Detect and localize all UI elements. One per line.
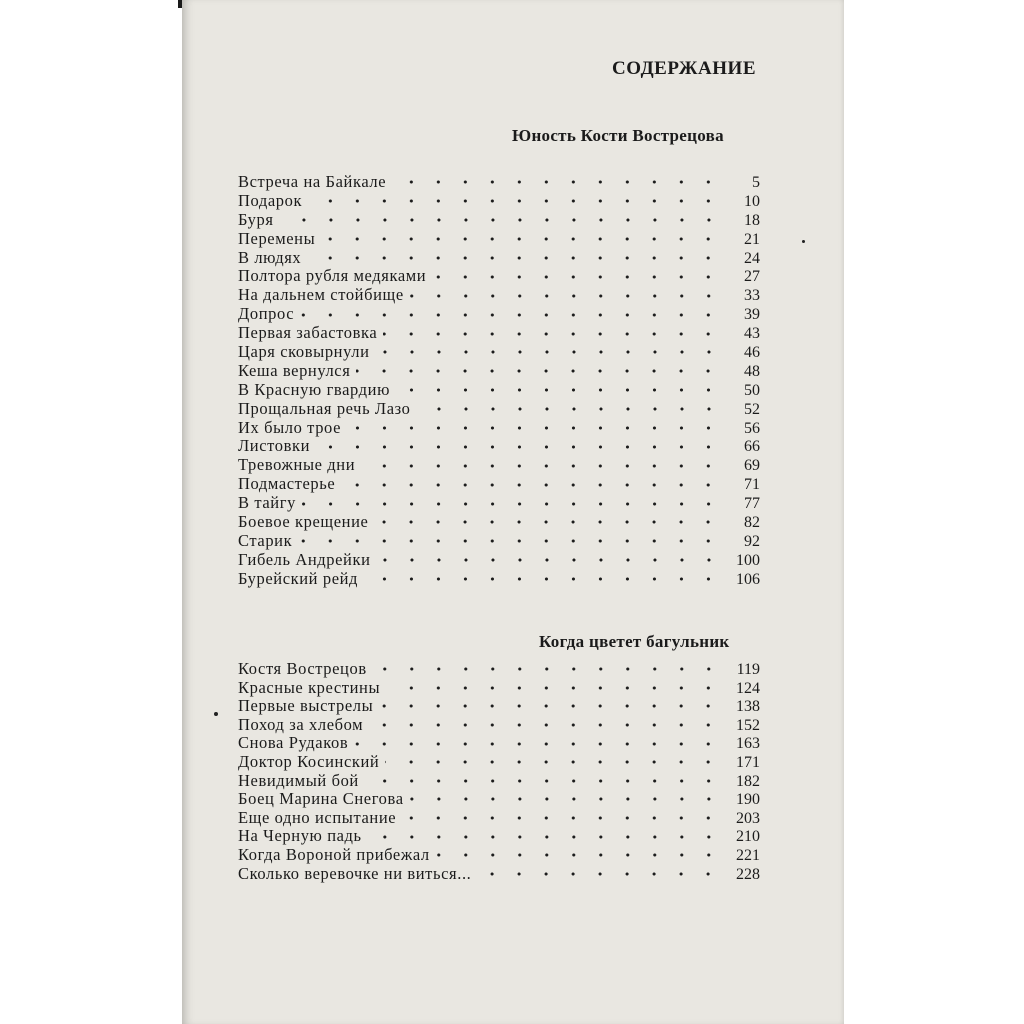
toc-entry-title: Первая забастовка: [238, 323, 378, 343]
toc-entry: [238, 753, 760, 772]
toc-entry-title: Боевое крещение: [238, 512, 369, 532]
dot-leader: [402, 814, 722, 822]
page-title: СОДЕРЖАНИЕ: [612, 58, 756, 79]
toc-entry: [238, 734, 760, 753]
toc-entry-page-number: 82: [744, 514, 760, 532]
toc-entry-page-number: 119: [736, 661, 760, 678]
toc-entry-title: Их было трое: [238, 417, 342, 437]
dot-leader: [361, 462, 722, 470]
toc-entry-page-number: 46: [744, 344, 760, 362]
toc-entry: [238, 570, 760, 589]
toc-entry: [238, 809, 760, 828]
toc-entry: [238, 772, 760, 791]
toc-entry-page-number: 163: [736, 735, 760, 753]
toc-entry-page-number: 210: [736, 828, 760, 846]
dot-leader: [396, 386, 722, 394]
toc-entry-page-number: 33: [744, 287, 760, 305]
section-heading: Когда цветет багульник: [539, 632, 730, 651]
toc-entry-page-number: 100: [736, 551, 760, 569]
toc-entry: [238, 846, 760, 865]
toc-entry-page-number: 56: [744, 419, 760, 437]
toc-entry: [238, 827, 760, 846]
toc-entry-title: Подмастерье: [238, 474, 336, 494]
toc-entry-page-number: 228: [736, 865, 760, 883]
toc-entry-title: Старик: [238, 530, 293, 550]
toc-entry-page-number: 24: [744, 249, 760, 267]
toc-entry-page-number: 21: [744, 230, 760, 248]
dot-leader: [308, 197, 722, 205]
dot-leader: [410, 795, 722, 803]
toc-entry: [238, 381, 760, 400]
toc-entry: [238, 192, 760, 211]
dot-leader: [373, 665, 722, 673]
dot-leader: [356, 367, 722, 375]
toc-entry-page-number: 77: [744, 495, 760, 513]
toc-entry-page-number: 92: [744, 532, 760, 550]
toc-entry: [238, 419, 760, 438]
toc-entry-page-number: 39: [744, 306, 760, 324]
toc-entry-title: Боец Марина Снегова: [238, 789, 404, 809]
toc-entry-title: Перемены: [238, 228, 316, 248]
toc-entry: [238, 456, 760, 475]
toc-entry-page-number: 182: [736, 772, 760, 790]
dot-leader: [369, 721, 722, 729]
toc-entry: [238, 343, 760, 362]
book-page: [182, 0, 844, 1024]
toc-entry: [238, 267, 760, 286]
toc-entry-page-number: 138: [736, 698, 760, 716]
toc-entry: [238, 437, 760, 456]
dot-leader: [280, 216, 722, 224]
dot-leader: [298, 537, 722, 545]
toc-entry-page-number: 10: [744, 192, 760, 210]
toc-entry-title: На дальнем стойбище: [238, 285, 404, 305]
toc-entry-page-number: 124: [736, 679, 760, 697]
toc-entry-page-number: 66: [744, 438, 760, 456]
dot-leader: [368, 833, 722, 841]
toc-entry: [238, 513, 760, 532]
toc-entry-page-number: 18: [744, 211, 760, 229]
toc-entry: [238, 249, 760, 268]
toc-entry-title: Встреча на Байкале: [238, 172, 387, 191]
toc-entry: [238, 865, 760, 884]
toc-entry: [238, 551, 760, 570]
toc-entry: [238, 790, 760, 809]
toc-entry: [238, 494, 760, 513]
toc-entry-page-number: 43: [744, 325, 760, 343]
dot-leader: [302, 500, 722, 508]
toc-entry-title: Буря: [238, 209, 274, 229]
toc-entry-title: Прощальная речь Лазо: [238, 398, 411, 418]
dot-leader: [307, 254, 722, 262]
toc-entry: [238, 305, 760, 324]
toc-entry-title: Тревожные дни: [238, 455, 356, 475]
toc-entry-title: Кеша вернулся: [238, 360, 351, 380]
dot-leader: [385, 758, 722, 766]
toc-entry-title: Доктор Косинский: [238, 751, 380, 771]
toc-entry-title: В людях: [238, 247, 302, 267]
toc-entry-title: В Красную гвардию: [238, 379, 391, 399]
toc-entry-title: Когда Вороной прибежал: [238, 844, 430, 864]
section-heading: Юность Кости Вострецова: [512, 126, 724, 145]
toc-entry-title: Бурейский рейд: [238, 568, 359, 588]
toc-entry: [238, 716, 760, 735]
dot-leader: [354, 740, 722, 748]
dot-leader: [432, 273, 722, 281]
toc-entry-page-number: 5: [752, 174, 760, 191]
toc-entry-title: Снова Рудаков: [238, 733, 349, 753]
dot-leader: [316, 443, 722, 451]
toc-entry: [238, 400, 760, 419]
toc-entry: [238, 362, 760, 381]
toc-entry-page-number: 190: [736, 791, 760, 809]
toc-entry-page-number: 171: [736, 753, 760, 771]
toc-entry-page-number: 203: [736, 809, 760, 827]
toc-entry-title: Костя Вострецов: [238, 659, 367, 678]
dot-leader: [392, 178, 722, 186]
toc-entry-title: Царя сковырнули: [238, 342, 370, 362]
dot-leader: [477, 870, 722, 878]
toc-entry: [238, 211, 760, 230]
toc-entry-title: В тайгу: [238, 493, 296, 513]
dot-leader: [386, 684, 722, 692]
toc-entry-page-number: 52: [744, 400, 760, 418]
toc-entry: [238, 532, 760, 551]
toc-entry: [238, 679, 760, 698]
toc-entry-page-number: 152: [736, 716, 760, 734]
dot-leader: [347, 424, 722, 432]
toc-entry: [238, 173, 760, 192]
toc-entry-page-number: 48: [744, 362, 760, 380]
dot-leader: [436, 851, 722, 859]
toc-entry-title: Невидимый бой: [238, 770, 359, 790]
dot-leader: [365, 777, 722, 785]
toc-entry: [238, 230, 760, 249]
toc-entry-title: Первые выстрелы: [238, 696, 374, 716]
dot-leader: [383, 330, 722, 338]
toc-list: [238, 660, 760, 883]
dot-leader: [379, 702, 722, 710]
ink-speck: [802, 240, 805, 243]
toc-entry-page-number: 50: [744, 381, 760, 399]
dot-leader: [300, 311, 722, 319]
dot-leader: [410, 292, 722, 300]
toc-entry: [238, 286, 760, 305]
toc-entry-title: Поход за хлебом: [238, 714, 364, 734]
toc-entry-title: Допрос: [238, 304, 295, 324]
dot-leader: [364, 575, 722, 583]
toc-entry-page-number: 27: [744, 268, 760, 286]
toc-entry-page-number: 69: [744, 457, 760, 475]
toc-entry-title: Подарок: [238, 190, 303, 210]
toc-entry-title: Полтора рубля медяками: [238, 266, 427, 286]
toc-entry-title: Сколько веревочке ни виться...: [238, 863, 472, 883]
toc-entry-page-number: 106: [736, 570, 760, 588]
toc-list: [238, 173, 760, 589]
dot-leader: [376, 348, 722, 356]
dot-leader: [321, 235, 722, 243]
toc-entry: [238, 475, 760, 494]
toc-entry-title: Гибель Андрейки: [238, 549, 371, 569]
toc-entry: [238, 660, 760, 679]
dot-leader: [377, 556, 722, 564]
toc-entry: [238, 324, 760, 343]
toc-entry-title: Красные крестины: [238, 677, 381, 697]
dot-leader: [417, 405, 722, 413]
toc-entry-page-number: 71: [744, 476, 760, 494]
toc-entry-title: На Черную падь: [238, 826, 362, 846]
toc-entry-title: Еще одно испытание: [238, 807, 397, 827]
dot-leader: [341, 481, 722, 489]
ink-speck: [214, 712, 218, 716]
dot-leader: [374, 518, 722, 526]
toc-entry-page-number: 221: [736, 846, 760, 864]
toc-entry: [238, 697, 760, 716]
toc-entry-title: Листовки: [238, 436, 311, 456]
